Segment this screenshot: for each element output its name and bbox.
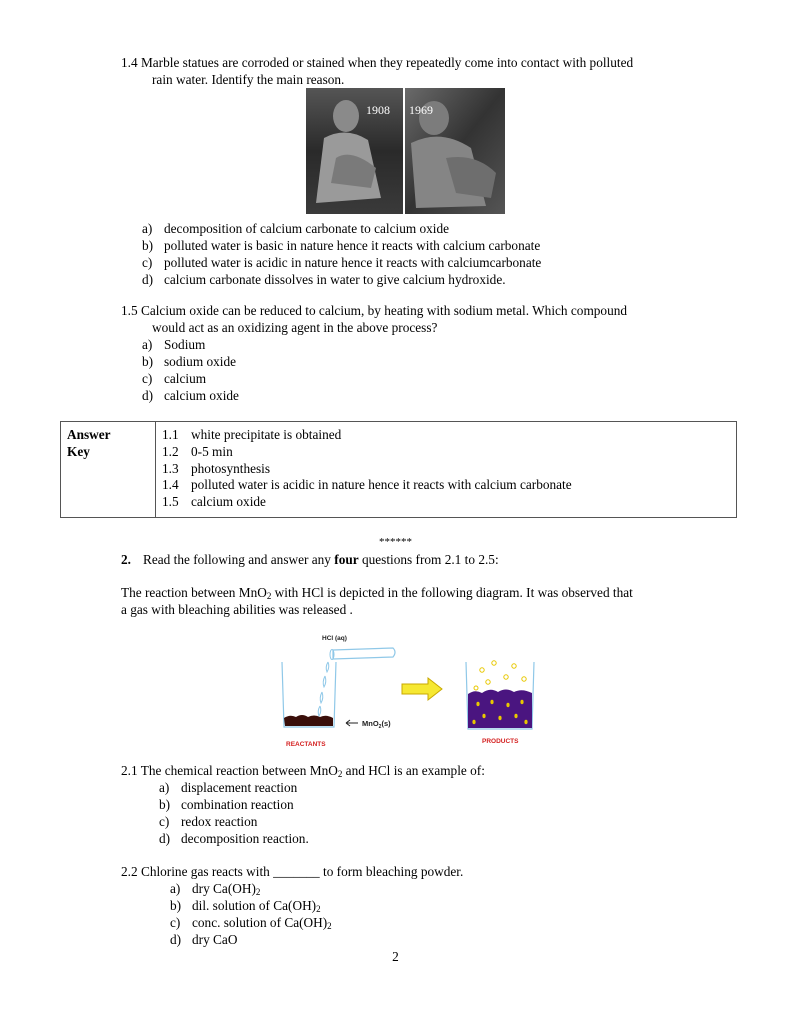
option-2-1-c: c) redox reaction [159,814,258,829]
mno2-label: MnO$_2$(s) [362,719,391,730]
passage-line2: a gas with bleaching abilities was released . [121,602,353,617]
answer-key-heading: Answer Key [61,422,156,518]
option-2-1-b: b) combination reaction [159,797,294,812]
products-label: PRODUCTS [482,738,519,745]
question-1-5-line2: would act as an oxidizing agent in the above process? [152,320,438,335]
hcl-label: HCl (aq) [322,635,347,642]
question-number: 1.4 [121,55,138,70]
option-1-4-c: c) polluted water is acidic in nature hence it reacts with calciumcarbonate [142,255,542,270]
option-1-5-a: a) Sodium [142,337,206,352]
answer-row: 1.1 white precipitate is obtained [162,427,342,442]
option-1-4-a: a) decomposition of calcium carbonate to calcium oxide [142,221,450,236]
option-2-2-d: d) dry CaO [170,932,238,947]
year-label-1908: 1908 [366,103,390,117]
question-1-4-line2: rain water. Identify the main reason. [152,72,345,87]
question-2-intro: 2. Read the following and answer any four questions from 2.1 to 2.5: [121,552,499,567]
reactant-beaker [282,662,336,727]
option-2-1-d: d) decomposition reaction. [159,831,309,846]
marble-statue-photo [306,88,505,214]
reaction-arrow-icon [402,678,442,700]
answer-key-list [156,422,737,518]
answer-row: 1.3 photosynthesis [162,460,271,476]
answer-row: 1.2 0-5 min [162,443,233,459]
gas-bubbles [474,661,526,690]
option-1-4-b: b) polluted water is basic in nature hence it reacts with calcium carbonate [142,238,541,253]
option-1-5-c: c) calcium [142,371,207,386]
option-2-2-a: a) dry $Ca(OH)_2$ [170,881,261,897]
option-2-2-b: b) dil. solution of $Ca(OH)_2$ [170,898,321,914]
answer-row: 1.4 polluted water is acidic in nature hence it reacts with calcium carbonate [162,477,572,493]
option-2-1-a: a) displacement reaction [159,780,298,795]
question-text: Calcium oxide can be reduced to calcium, by heating with sodium metal. Which compound [140,303,628,318]
option-2-2-c: c) conc. solution of $Ca(OH)_2$ [170,915,332,931]
reaction-diagram [270,632,540,750]
page-number: 2 [392,949,399,964]
year-label-1969: 1969 [409,103,433,117]
mno2-pointer [346,720,358,726]
option-1-4-d: d) calcium carbonate dissolves in water to give calcium hydroxide. [142,272,506,287]
question-1-5-line1 [121,303,627,320]
question-number: 1.5 [121,303,138,318]
answer-row: 1.5 calcium oxide [162,494,266,510]
passage-line1: The reaction between MnO$_2$ with HCl is depicted in the following diagram. It was observed that [121,585,633,601]
question-text: Marble statues are corroded or stained when they repeatedly come into contact with polluted [140,55,634,70]
section-separator: ****** [379,536,412,548]
product-beaker [466,661,534,729]
answer-key-table [60,421,737,518]
question-2-1: 2.1 The chemical reaction between MnO$_2$ and HCl is an example of: [121,763,485,779]
reactants-label: REACTANTS [286,741,326,748]
question-2-2: 2.2 Chlorine gas reacts with _______ to form bleaching powder. [121,864,464,879]
hcl-test-tube [330,648,395,660]
option-1-5-b: b) sodium oxide [142,354,237,369]
question-1-4-line1 [121,55,633,72]
option-1-5-d: d) calcium oxide [142,388,239,403]
hcl-drops [318,662,329,716]
